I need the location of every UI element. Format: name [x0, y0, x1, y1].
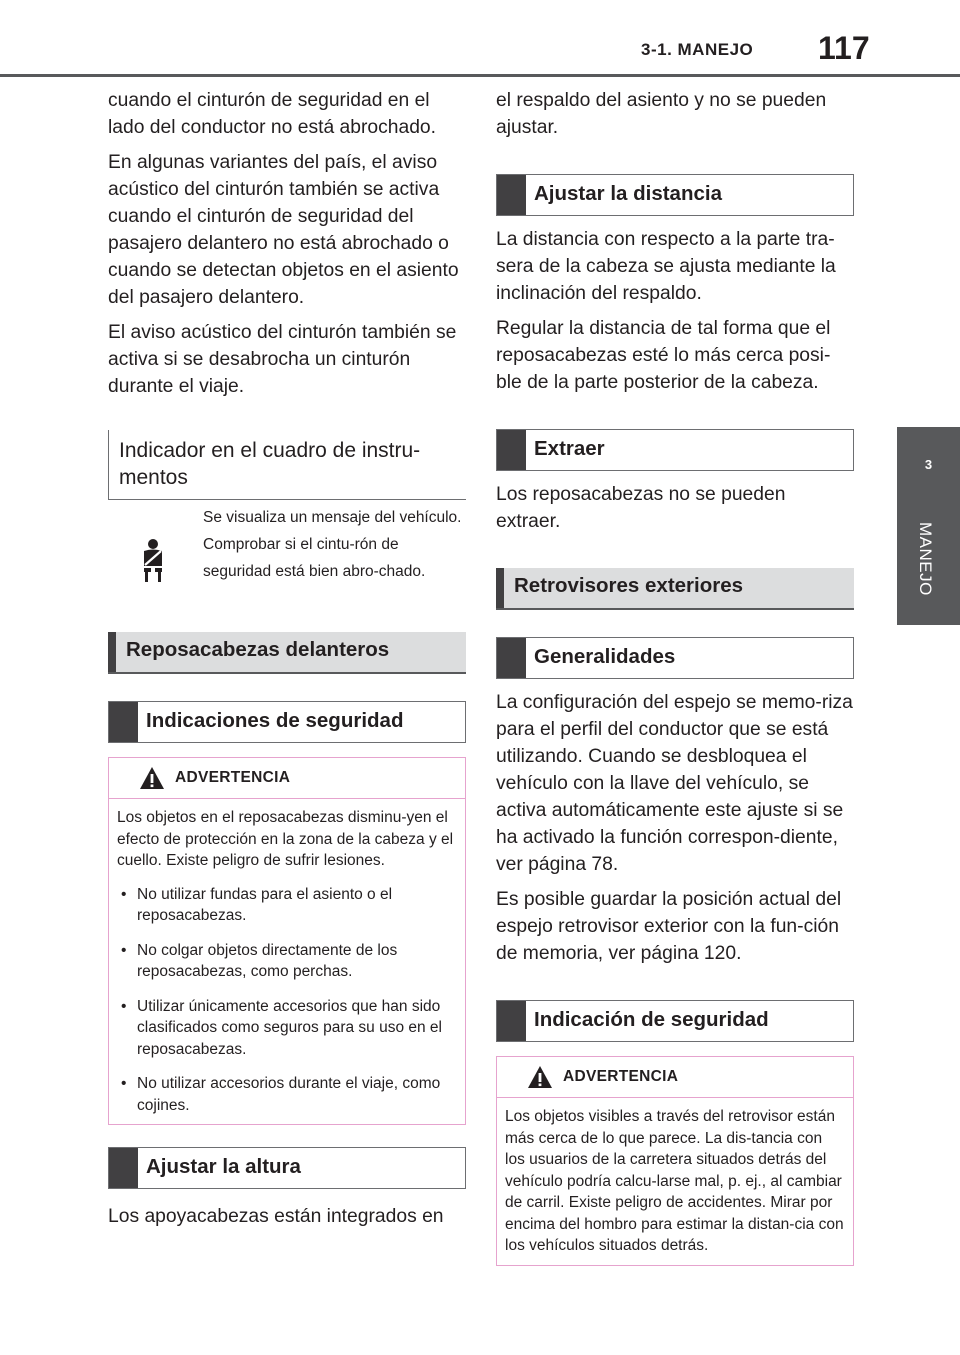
- seatbelt-warning-icon: [140, 538, 166, 587]
- warning-box: [108, 757, 466, 1125]
- paragraph: La distancia con respecto a la parte tra-sera de la cabeza se ajusta mediante la inclinación del respaldo.: [496, 229, 836, 304]
- subheading: [496, 1000, 854, 1042]
- paragraph: Regular la distancia de tal forma que el reposacabezas esté lo más cerca posi-ble de la parte posterior de la cabeza.: [496, 318, 831, 393]
- warning-list: [117, 884, 457, 1117]
- heading-bar: [497, 175, 526, 215]
- warning-body: [109, 799, 465, 1124]
- indicator-text: Se visualiza un mensaje del vehículo. Comprobar si el cintu-rón de seguridad está bien abro-chado.: [203, 509, 462, 580]
- chapter-label: MANEJO: [916, 522, 935, 596]
- subheading-text: Ajustar la altura: [146, 1155, 301, 1178]
- indicator-heading-text: Indicador en el cuadro de instru-mentos: [119, 439, 421, 489]
- section-heading: [108, 632, 466, 674]
- indicator-heading: [108, 430, 466, 500]
- subheading: [496, 174, 854, 216]
- paragraph: El aviso acústico del cinturón también se activa si se desabrocha un cinturón durante el viaje.: [108, 322, 457, 397]
- heading-bar: [496, 568, 504, 608]
- warning-text: Los objetos visibles a través del retrovisor están más cerca de lo que parece. La dis-tancia con los usuarios de la carretera situados detrás del vehículo podría calcu-larse mal, p. ej., al cambiar de carril. Existe peligro de accidentes. Mirar por encima del hombro para estimar la distan-cia con los vehículos situados detrás.: [505, 1108, 844, 1254]
- subheading-text: Indicación de seguridad: [534, 1008, 769, 1031]
- warning-title: ADVERTENCIA: [563, 1068, 679, 1085]
- header-rule: [0, 74, 960, 77]
- paragraph: Los reposacabezas no se pueden extraer.: [496, 484, 786, 532]
- page-number: 117: [818, 30, 870, 66]
- warning-text: Los objetos en el reposacabezas disminu-yen el efecto de protección en la zona de la cabeza y el cuello. Existe peligro de sufrir lesiones.: [117, 809, 454, 869]
- list-item: • No utilizar accesorios durante el viaje, como cojines.: [117, 1073, 457, 1116]
- chapter-side-tab: [897, 427, 960, 625]
- right-column: [496, 87, 854, 1266]
- paragraph: Los apoyacabezas están integrados en: [108, 1206, 444, 1227]
- section-heading: [496, 568, 854, 610]
- left-column: [108, 87, 466, 1238]
- list-item: • No colgar objetos directamente de los reposacabezas, como perchas.: [117, 940, 457, 983]
- warning-header: [109, 758, 465, 799]
- heading-bar: [497, 638, 526, 678]
- subheading-text: Indicaciones de seguridad: [146, 709, 404, 732]
- paragraph: cuando el cinturón de seguridad en el lado del conductor no está abrochado.: [108, 90, 437, 138]
- heading-bar: [108, 632, 116, 672]
- list-item: • Utilizar únicamente accesorios que han sido clasificados como seguros para su uso en el reposacabezas.: [117, 996, 457, 1061]
- warning-body: [497, 1098, 853, 1265]
- heading-bar: [497, 430, 526, 470]
- paragraph: Es posible guardar la posición actual del espejo retrovisor exterior con la fun-ción de memoria, ver página 120.: [496, 889, 842, 964]
- list-item: • No utilizar fundas para el asiento o el reposacabezas.: [117, 884, 457, 927]
- subheading-text: Ajustar la distancia: [534, 182, 722, 205]
- indicator-row: [108, 500, 466, 620]
- heading-bar: [109, 1148, 138, 1188]
- chapter-number: 3: [924, 457, 933, 472]
- subheading: [108, 1147, 466, 1189]
- subheading: [496, 429, 854, 471]
- section-heading-text: Reposacabezas delanteros: [126, 638, 390, 661]
- warning-header: [497, 1057, 853, 1098]
- subheading: [496, 637, 854, 679]
- paragraph: el respaldo del asiento y no se pueden ajustar.: [496, 90, 827, 138]
- warning-box: [496, 1056, 854, 1266]
- subheading-text: Extraer: [534, 437, 605, 460]
- warning-title: ADVERTENCIA: [175, 769, 291, 786]
- warning-triangle-icon: [139, 766, 165, 795]
- warning-triangle-icon: [527, 1065, 553, 1094]
- paragraph: En algunas variantes del país, el aviso acústico del cinturón también se activa cuando el cinturón de seguridad del pasajero delantero no está abrochado o cuando se detectan objetos en el asiento del pasajero delantero.: [108, 152, 459, 308]
- heading-bar: [109, 702, 138, 742]
- heading-bar: [497, 1001, 526, 1041]
- paragraph: La configuración del espejo se memo-riza para el perfil del conductor que se está utilizando. Cuando se desbloquea el vehículo con la llave del vehículo, se activa automáticamente este ajuste si se ha activado la función correspon-diente, ver página 78.: [496, 692, 853, 875]
- section-heading-text: Retrovisores exteriores: [514, 574, 744, 597]
- running-header-section: 3-1. MANEJO: [641, 40, 754, 59]
- subheading-text: Generalidades: [534, 645, 676, 668]
- subheading: [108, 701, 466, 743]
